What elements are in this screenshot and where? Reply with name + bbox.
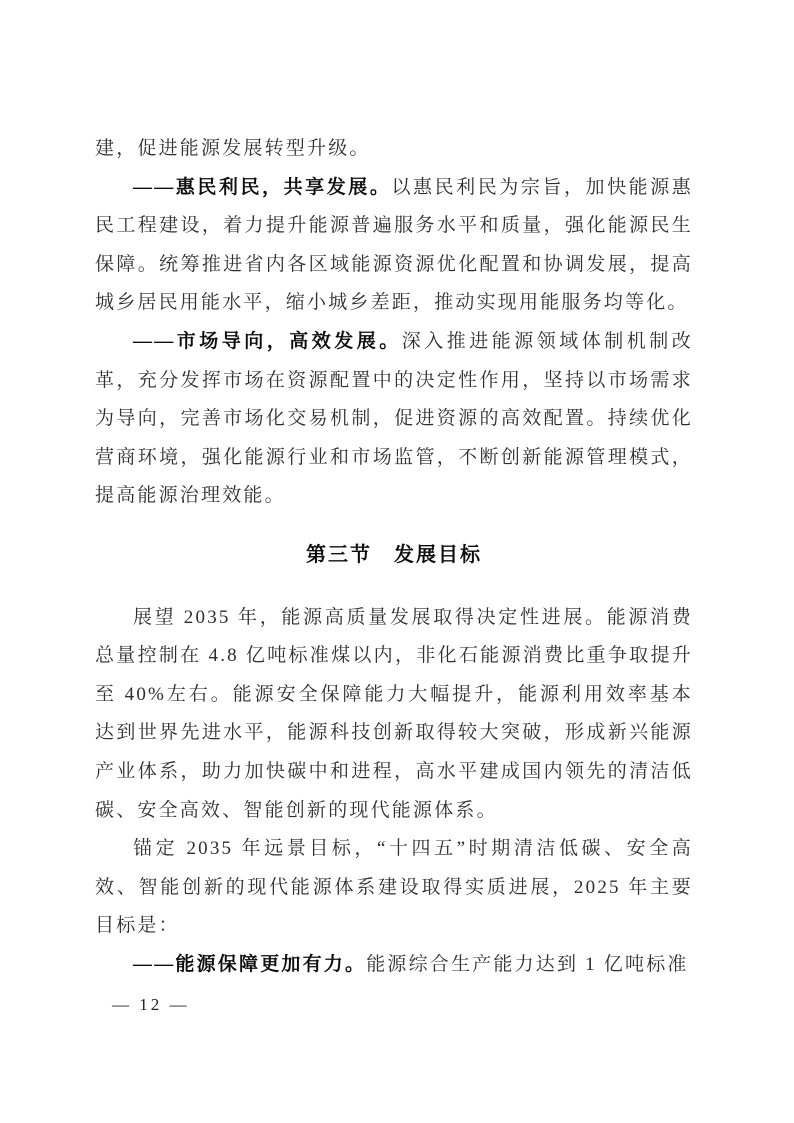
page-number: — 12 —	[112, 995, 190, 1014]
paragraph-text: 以惠民利民为宗旨，加快能源惠民工程建设，着力提升能源普遍服务水平和质量，强化能源民生保障。统筹推进省内各区域能源资源优化配置和协调发展，提高城乡居民用能水平，缩小城乡差距，推动实现用能服务均等化。	[95, 176, 693, 314]
paragraph-text: 能源综合生产能力达到 1 亿吨标准	[366, 953, 689, 975]
paragraph	[95, 830, 693, 946]
paragraph-text: 深入推进能源领域体制机制改革，充分发挥市场在资源配置中的决定性作用，坚持以市场需求为导向，完善市场化交易机制，促进资源的高效配置。持续优化营商环境，强化能源行业和市场监管，不断创新能源管理模式，提高能源治理效能。	[95, 330, 693, 507]
paragraph	[95, 169, 693, 323]
paragraph-continuation	[95, 130, 693, 169]
paragraph	[95, 946, 693, 985]
paragraph	[95, 323, 693, 516]
paragraph-text: 锚定 2035 年远景目标，“十四五”时期清洁低碳、安全高效、智能创新的现代能源体系建设取得实质进展，2025 年主要目标是：	[95, 838, 693, 937]
document-content	[95, 130, 693, 984]
paragraph-lead: ——能源保障更加有力。	[133, 953, 367, 975]
paragraph-lead: ——惠民利民，共享发展。	[133, 176, 392, 198]
section-heading: 第三节 发展目标	[306, 543, 482, 566]
paragraph-lead: ——市场导向，高效发展。	[133, 330, 402, 352]
paragraph-text: 建，促进能源发展转型升级。	[95, 138, 371, 159]
paragraph-text: 展望 2035 年，能源高质量发展取得决定性进展。能源消费总量控制在 4.8 亿吨标准煤以内，非化石能源消费比重争取提升至 40%左右。能源安全保障能力大幅提升，能源利用效率基本达到世界先进水平，能源科技创新取得较大突破，形成新兴能源产业体系，助力加快碳中和进程，高水平建成国内领先的清洁低碳、安全高效、智能创新的现代能源体系。	[95, 606, 693, 821]
paragraph	[95, 599, 693, 831]
